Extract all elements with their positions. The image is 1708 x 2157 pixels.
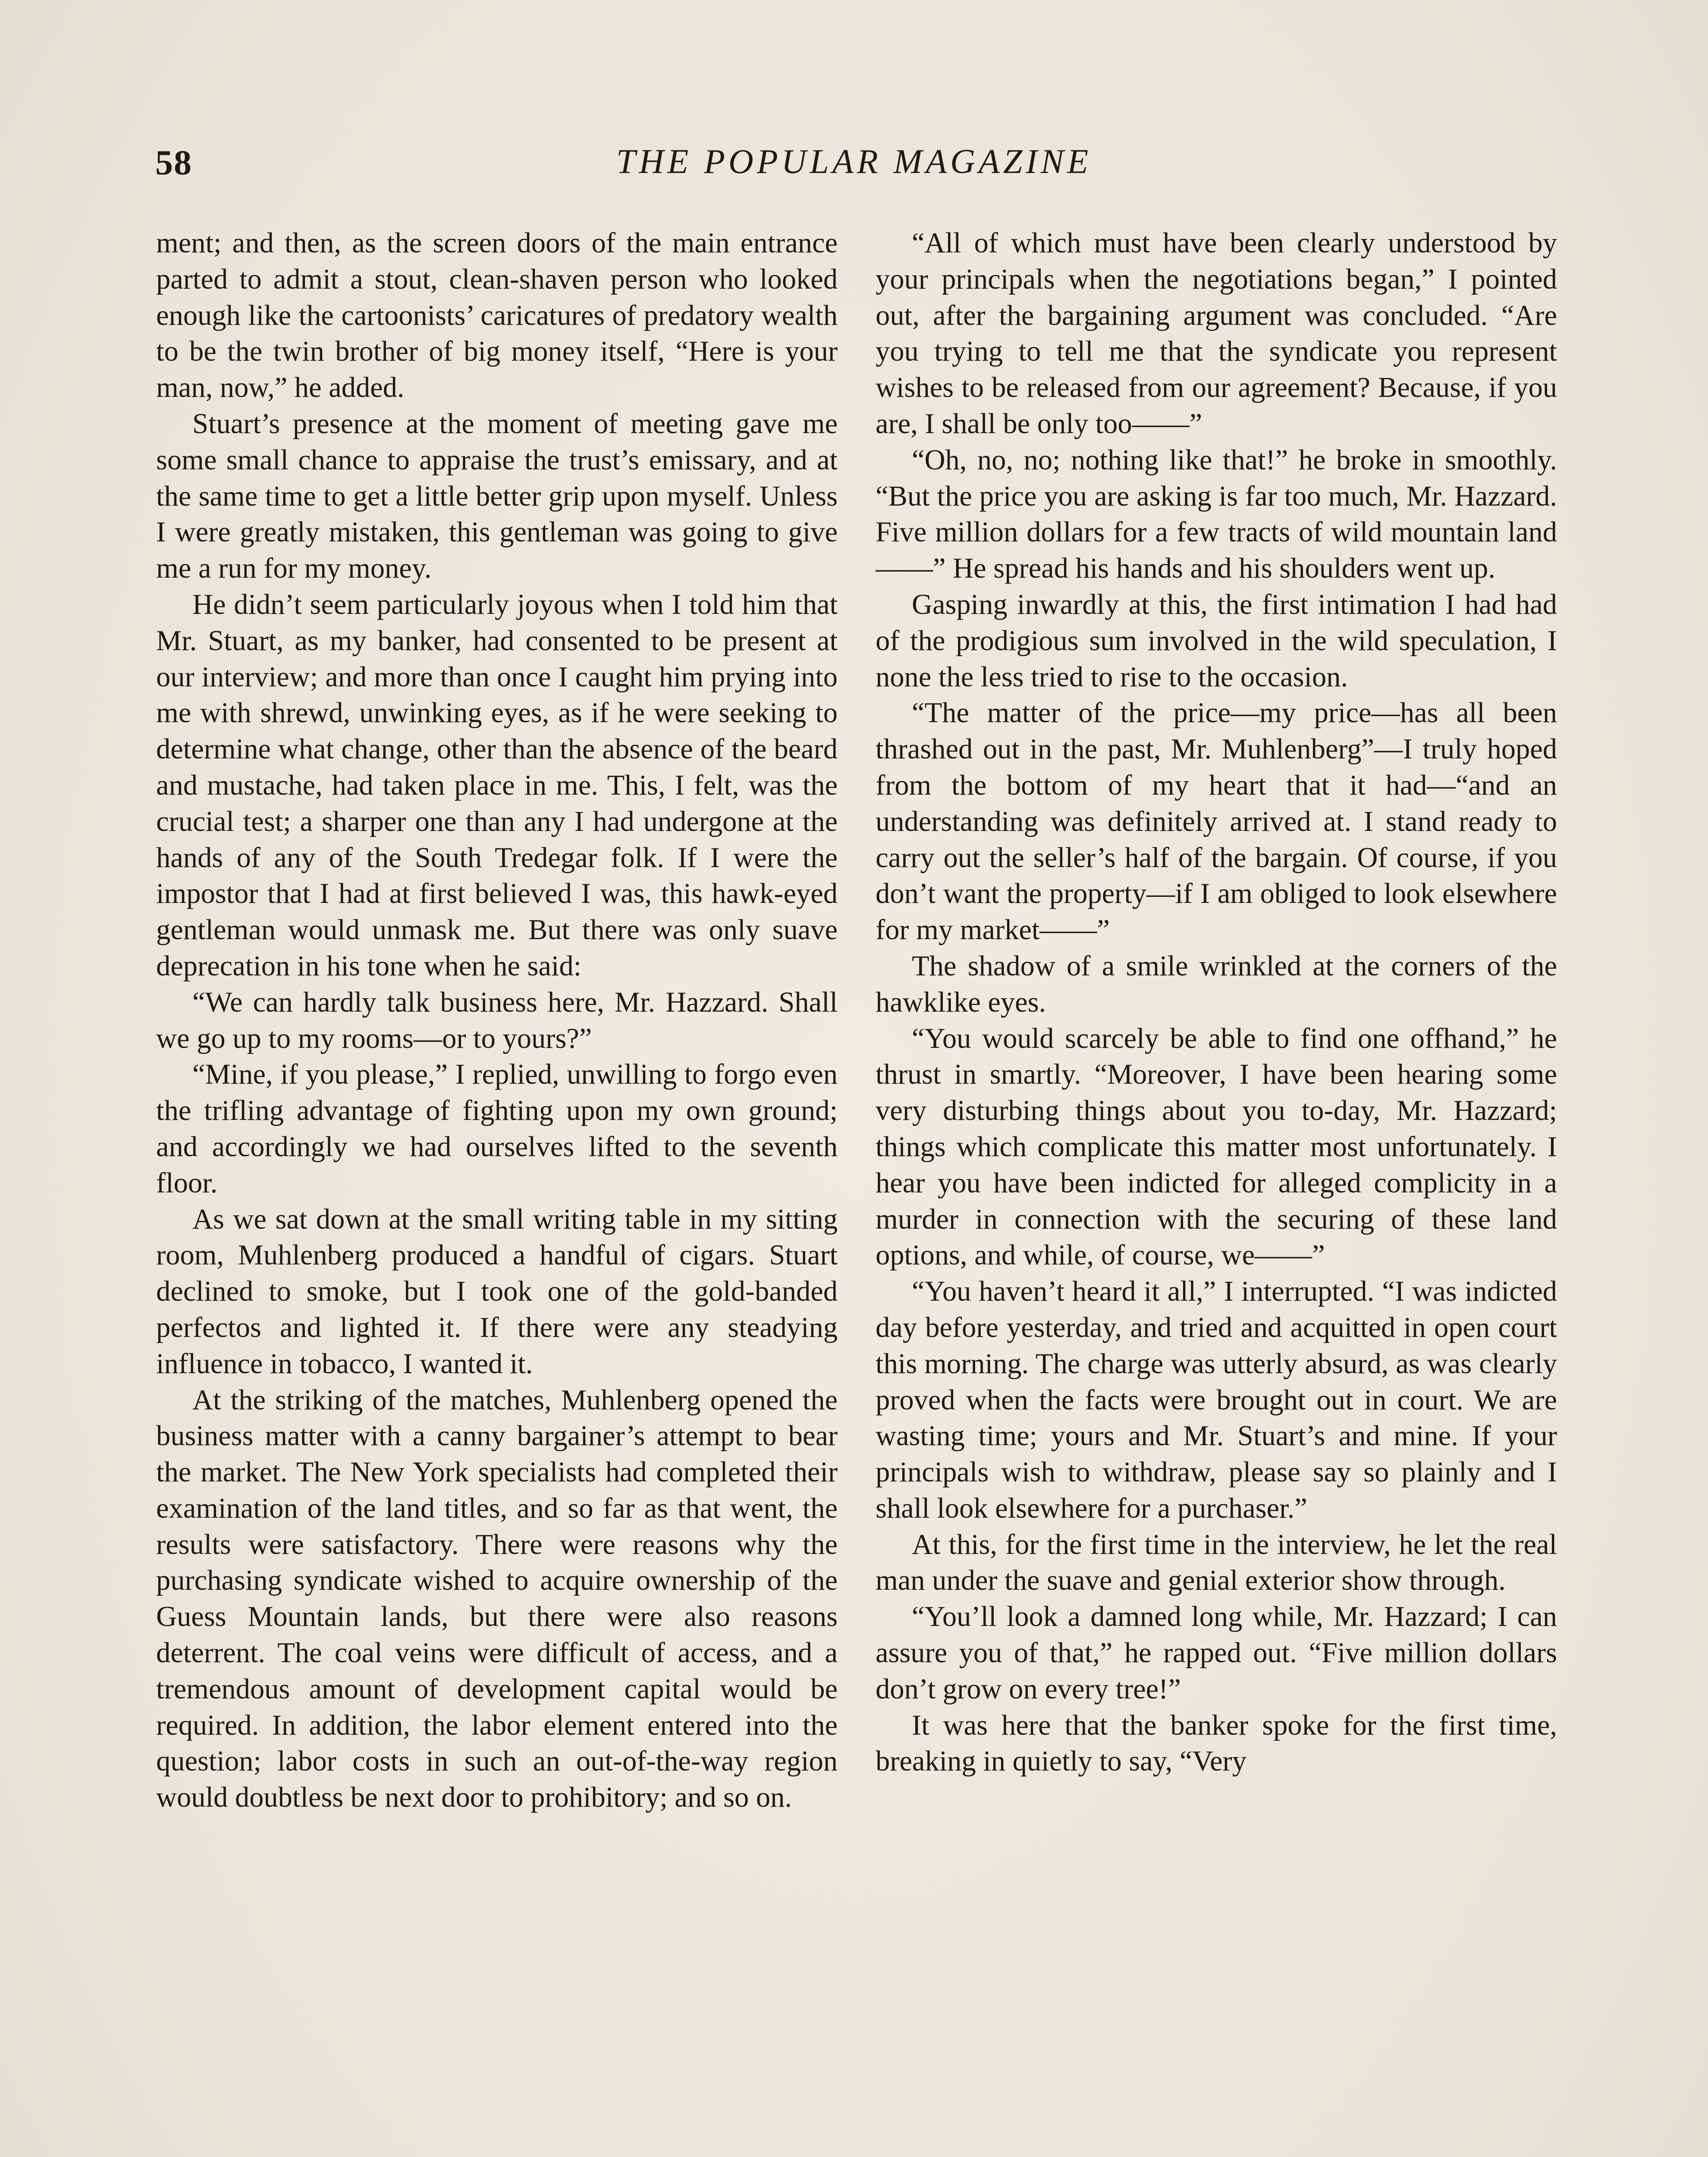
left-paragraph-7: At the striking of the matches, Muhlenberg opened the business matter with a canny bargainer’s attempt to bear the market. The New York specialists had completed their examination of the land titles, and so far as that went, the results were satisfactory. There were reasons why the purchasing syndicate wished to acquire ownership of the Guess Mountain lands, but there were also reasons deterrent. The coal veins were difficult of access, and a tremendous amount of development capital would be required. In addition, the labor element entered into the question; labor costs in such an out-of-the-way region would doubtless be next door to prohibitory; and so on. [156,1384,838,1814]
left-paragraph-4: “We can hardly talk business here, Mr. Hazzard. Shall we go up to my rooms—or to yours?” [156,986,838,1054]
right-paragraph-6: “You would scarcely be able to find one offhand,” he thrust in smartly. “Moreover, I have been hearing some very disturbing things about you to-day, Mr. Hazzard; things which complicate this matter most unfortunately. I hear you have been indicted for alleged complicity in a murder in connection with the securing of these land options, and while, of course, we——” [876,1022,1557,1271]
left-paragraph-5: “Mine, if you please,” I replied, unwilling to forgo even the trifling advantage of fighting upon my own ground; and accordingly we had ourselves lifted to the seventh floor. [156,1059,838,1199]
left-column [156,225,838,2157]
right-paragraph-7: “You haven’t heard it all,” I interrupted. “I was indicted day before yesterday, and tried and acquitted in open court this morning. The charge was utterly absurd, as was clearly proved when the facts were brought out in court. We are wasting time; yours and Mr. Stuart’s and mine. If your principals wish to withdraw, please say so plainly and I shall look elsewhere for a purchaser.” [876,1276,1557,1524]
left-paragraph-1: ment; and then, as the screen doors of the main entrance parted to admit a stout, clean-shaven person who looked enough like the cartoonists’ caricatures of predatory wealth to be the twin brother of big money itself, “Here is your man, now,” he added. [156,227,838,404]
page-number: 58 [155,143,192,182]
page-header [155,142,1553,194]
right-column [876,225,1557,2157]
left-paragraph-6: As we sat down at the small writing table in my sitting room, Muhlenberg produced a handful of cigars. Stuart declined to smoke, but I took one of the gold-banded perfectos and lighted it. If there were any steadying influence in tobacco, I wanted it. [156,1203,838,1380]
right-paragraph-2: “Oh, no, no; nothing like that!” he broke in smoothly. “But the price you are asking is far too much, Mr. Hazzard. Five million dollars for a few tracts of wild mountain land——” He spread his hands and his shoulders went up. [876,444,1557,585]
right-paragraph-10: It was here that the banker spoke for the first time, breaking in quietly to say, “Very [876,1709,1557,1777]
right-paragraph-5: The shadow of a smile wrinkled at the corners of the hawklike eyes. [876,950,1557,1018]
running-title: THE POPULAR MAGAZINE [616,143,1092,181]
right-paragraph-8: At this, for the first time in the interview, he let the real man under the suave and genial exterior show through. [876,1528,1557,1597]
right-paragraph-3: Gasping inwardly at this, the first intimation I had had of the prodigious sum involved in the wild speculation, I none the less tried to rise to the occasion. [876,588,1557,693]
left-paragraph-3: He didn’t seem particularly joyous when I told him that Mr. Stuart, as my banker, had consented to be present at our interview; and more than once I caught him prying into me with shrewd, unwinking eyes, as if he were seeking to determine what change, other than the absence of the beard and mustache, had taken place in me. This, I felt, was the crucial test; a sharper one than any I had undergone at the hands of any of the South Tredegar folk. If I were the impostor that I had at first believed I was, this hawk-eyed gentleman would unmask me. But there was only suave deprecation in his tone when he said: [156,588,838,982]
left-paragraph-2: Stuart’s presence at the moment of meeting gave me some small chance to appraise the trust’s emissary, and at the same time to get a little better grip upon myself. Unless I were greatly mistaken, this gentleman was going to give me a run for my money. [156,408,838,585]
right-paragraph-1: “All of which must have been clearly understood by your principals when the negotiations began,” I pointed out, after the bargaining argument was concluded. “Are you trying to tell me that the syndicate you represent wishes to be released from our agreement? Because, if you are, I shall be only too——” [876,227,1557,440]
right-paragraph-9: “You’ll look a damned long while, Mr. Hazzard; I can assure you of that,” he rapped out. “Five million dollars don’t grow on every tree!” [876,1601,1557,1705]
right-paragraph-4: “The matter of the price—my price—has all been thrashed out in the past, Mr. Muhlenberg”—I truly hoped from the bottom of my heart that it had—“and an understanding was definitely arrived at. I stand ready to carry out the seller’s half of the bargain. Of course, if you don’t want the property—if I am obliged to look elsewhere for my market——” [876,697,1557,946]
